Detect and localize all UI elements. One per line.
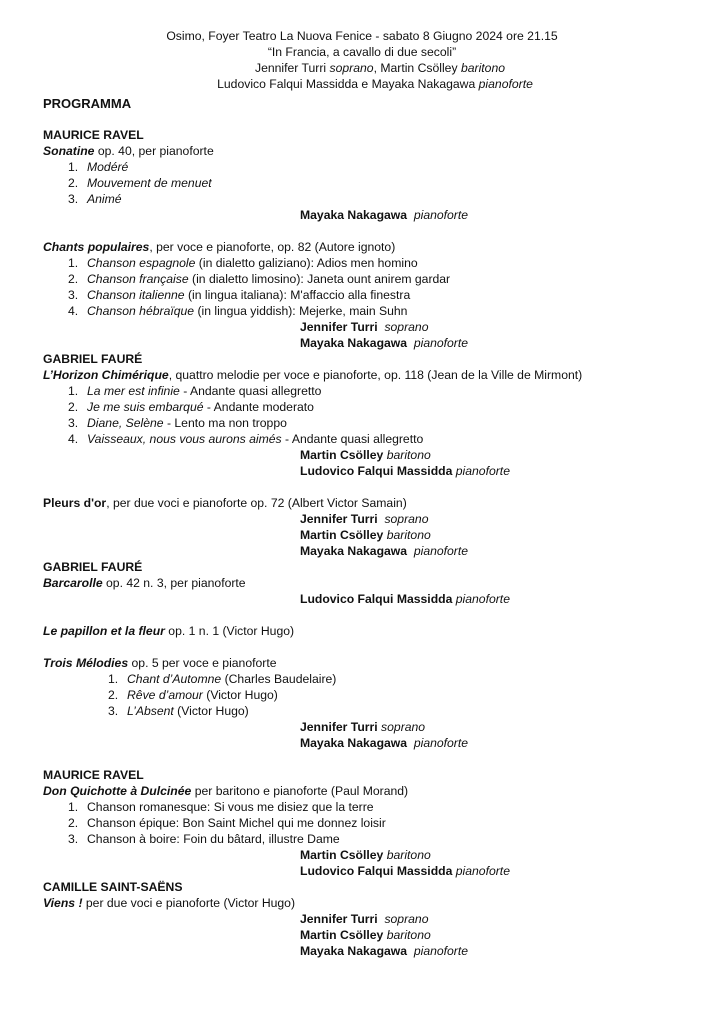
list-item: 4. Vaisseaux, nous vous aurons aimés - Andante quasi allegretto [68, 432, 424, 446]
work-pleurs-dor: Pleurs d'or, per due voci e pianoforte op. 72 (Albert Victor Samain) [43, 496, 407, 510]
performer-line: Mayaka Nakagawa pianoforte [300, 544, 469, 558]
list-item: 2. Je me suis embarqué - Andante moderato [68, 400, 314, 414]
performer-line: Jennifer Turri soprano [300, 912, 429, 926]
work-don-quichotte: Don Quichotte à Dulcinée per baritono e pianoforte (Paul Morand) [43, 784, 409, 798]
list-item: 1. Chant d’Automne (Charles Baudelaire) [108, 672, 337, 686]
performer-line: Jennifer Turri soprano [300, 320, 429, 334]
performer-line: Mayaka Nakagawa pianoforte [300, 336, 469, 350]
composer-ravel-2: MAURICE RAVEL [43, 768, 144, 782]
list-item: 2. Mouvement de menuet [68, 176, 212, 190]
work-horizon-chimerique: L’Horizon Chimérique, quattro melodie per voce e pianoforte, op. 118 (Jean de la Ville de Mirmont) [43, 368, 583, 382]
performer-line: Ludovico Falqui Massidda pianoforte [300, 864, 510, 878]
header-venue-line: Osimo, Foyer Teatro La Nuova Fenice - sabato 8 Giugno 2024 ore 21.15 [166, 29, 558, 43]
work-papillon-fleur: Le papillon et la fleur op. 1 n. 1 (Victor Hugo) [43, 624, 295, 638]
composer-faure-2: GABRIEL FAURÉ [43, 560, 143, 574]
list-item: 1. Chanson espagnole (in dialetto galiziano): Adios men homino [68, 256, 418, 270]
list-item: 1. Modéré [68, 160, 129, 174]
performer-line: Mayaka Nakagawa pianoforte [300, 736, 469, 750]
header-pianists-line: Ludovico Falqui Massidda e Mayaka Nakagawa pianoforte [217, 77, 533, 91]
work-chants-populaires: Chants populaires, per voce e pianoforte, op. 82 (Autore ignoto) [43, 240, 396, 254]
list-item: 3. Chanson à boire: Foin du bâtard, illustre Dame [68, 832, 340, 846]
performer-line: Martin Csölley baritono [300, 928, 431, 942]
header-title-line: “In Francia, a cavallo di due secoli” [267, 45, 457, 59]
list-item: 4. Chanson hébraïque (in lingua yiddish): Mejerke, main Suhn [68, 304, 408, 318]
list-item: 1. Chanson romanesque: Si vous me disiez que la terre [68, 800, 374, 814]
list-item: 3. Chanson italienne (in lingua italiana): M'affaccio alla finestra [68, 288, 411, 302]
list-item: 3. Animé [68, 192, 122, 206]
work-barcarolle: Barcarolle op. 42 n. 3, per pianoforte [43, 576, 246, 590]
composer-faure-1: GABRIEL FAURÉ [43, 352, 143, 366]
performer-line: Ludovico Falqui Massidda pianoforte [300, 592, 510, 606]
list-item: 2. Chanson française (in dialetto limosino): Janeta ount anirem gardar [68, 272, 451, 286]
performer-line: Jennifer Turri soprano [300, 720, 426, 734]
performer-line: Ludovico Falqui Massidda pianoforte [300, 464, 510, 478]
header-singers-line: Jennifer Turri soprano, Martin Csölley baritono [255, 61, 505, 75]
work-sonatine: Sonatine op. 40, per pianoforte [43, 144, 214, 158]
work-viens: Viens ! per due voci e pianoforte (Victor Hugo) [43, 896, 296, 910]
composer-ravel-1: MAURICE RAVEL [43, 128, 144, 142]
list-item: 2. Chanson épique: Bon Saint Michel qui me donnez loisir [68, 816, 386, 830]
program-content [43, 95, 693, 959]
work-trois-melodies: Trois Mélodies op. 5 per voce e pianoforte [43, 656, 277, 670]
programma-heading: PROGRAMMA [43, 96, 132, 111]
list-item: 3. Diane, Selène - Lento ma non troppo [68, 416, 287, 430]
performer-line: Martin Csölley baritono [300, 448, 431, 462]
list-item: 2. Rêve d’amour (Victor Hugo) [108, 688, 278, 702]
performer-line: Martin Csölley baritono [300, 848, 431, 862]
performer-line: Mayaka Nakagawa pianoforte [300, 208, 469, 222]
list-item: 1. La mer est infinie - Andante quasi allegretto [68, 384, 322, 398]
composer-saint-saens: CAMILLE SAINT-SAËNS [43, 880, 183, 894]
performer-line: Mayaka Nakagawa pianoforte [300, 944, 469, 958]
list-item: 3. L’Absent (Victor Hugo) [108, 704, 249, 718]
performer-line: Jennifer Turri soprano [300, 512, 429, 526]
performer-line: Martin Csölley baritono [300, 528, 431, 542]
